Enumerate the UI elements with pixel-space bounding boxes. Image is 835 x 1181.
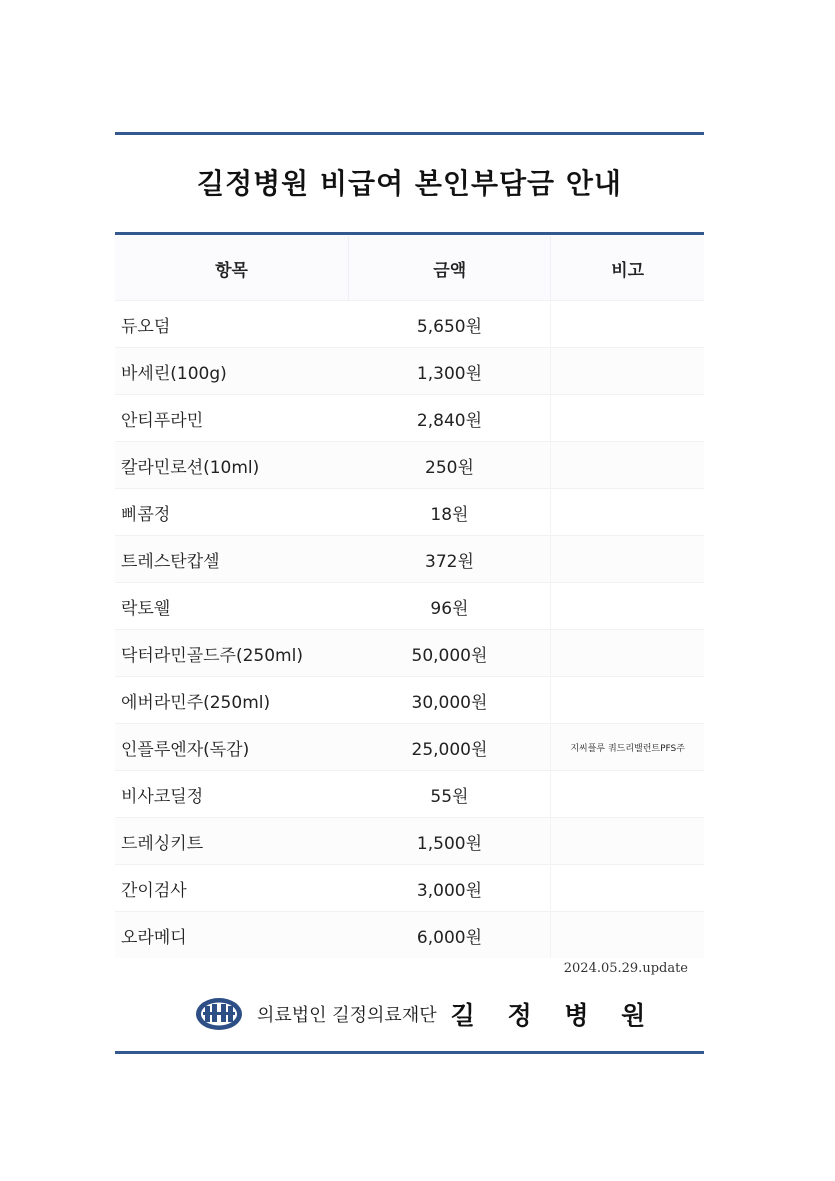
item-note	[551, 865, 704, 912]
item-amount: 250원	[349, 442, 551, 489]
item-name: 안티푸라민	[115, 395, 349, 442]
top-divider	[115, 132, 704, 135]
header-divider	[115, 232, 704, 235]
item-amount: 2,840원	[349, 395, 551, 442]
table-row	[115, 536, 704, 583]
item-amount: 30,000원	[349, 677, 551, 724]
item-note	[551, 583, 704, 630]
item-note	[551, 912, 704, 959]
item-amount: 5,650원	[349, 301, 551, 348]
item-amount: 1,500원	[349, 818, 551, 865]
organization-name: 의료법인 길정의료재단	[257, 1005, 437, 1026]
table-row	[115, 677, 704, 724]
item-name: 인플루엔자(독감)	[115, 724, 349, 771]
header-item: 항목	[115, 236, 349, 301]
update-date: 2024.05.29.update	[563, 961, 688, 976]
item-note	[551, 489, 704, 536]
item-note	[551, 395, 704, 442]
item-name: 트레스탄캅셀	[115, 536, 349, 583]
table-row	[115, 301, 704, 348]
item-name: 듀오덤	[115, 301, 349, 348]
item-note	[551, 536, 704, 583]
table-row	[115, 395, 704, 442]
item-name: 간이검사	[115, 865, 349, 912]
item-name: 에버라민주(250ml)	[115, 677, 349, 724]
table-header-row	[115, 236, 704, 301]
item-note	[551, 301, 704, 348]
fee-table-body	[115, 301, 704, 959]
table-row	[115, 348, 704, 395]
item-name: 닥터라민골드주(250ml)	[115, 630, 349, 677]
table-row	[115, 489, 704, 536]
item-name: 칼라민로션(10ml)	[115, 442, 349, 489]
item-note: 지씨플루 쿼드리밸런트PFS주	[551, 724, 704, 771]
item-name: 드레싱키트	[115, 818, 349, 865]
item-amount: 55원	[349, 771, 551, 818]
item-note	[551, 348, 704, 395]
item-note	[551, 442, 704, 489]
fee-table	[115, 236, 704, 958]
item-name: 오라메디	[115, 912, 349, 959]
table-row	[115, 818, 704, 865]
page-title: 길정병원 비급여 본인부담금 안내	[197, 167, 622, 200]
table-row	[115, 771, 704, 818]
item-amount: 6,000원	[349, 912, 551, 959]
footer	[195, 994, 657, 1034]
item-amount: 25,000원	[349, 724, 551, 771]
item-name: 삐콤정	[115, 489, 349, 536]
table-row	[115, 583, 704, 630]
header-amount: 금액	[349, 236, 551, 301]
item-note	[551, 630, 704, 677]
table-row	[115, 912, 704, 959]
item-note	[551, 771, 704, 818]
item-amount: 3,000원	[349, 865, 551, 912]
item-name: 바세린(100g)	[115, 348, 349, 395]
table-row	[115, 442, 704, 489]
item-amount: 18원	[349, 489, 551, 536]
hospital-name: 길 정 병 원	[450, 1001, 658, 1030]
item-note	[551, 818, 704, 865]
item-amount: 1,300원	[349, 348, 551, 395]
item-amount: 50,000원	[349, 630, 551, 677]
item-amount: 96원	[349, 583, 551, 630]
table-row	[115, 630, 704, 677]
table-row	[115, 865, 704, 912]
item-name: 비사코딜정	[115, 771, 349, 818]
table-row	[115, 724, 704, 771]
hospital-logo-icon	[195, 996, 243, 1032]
item-name: 락토웰	[115, 583, 349, 630]
header-note: 비고	[551, 236, 704, 301]
bottom-divider	[115, 1051, 704, 1054]
item-amount: 372원	[349, 536, 551, 583]
item-note	[551, 677, 704, 724]
